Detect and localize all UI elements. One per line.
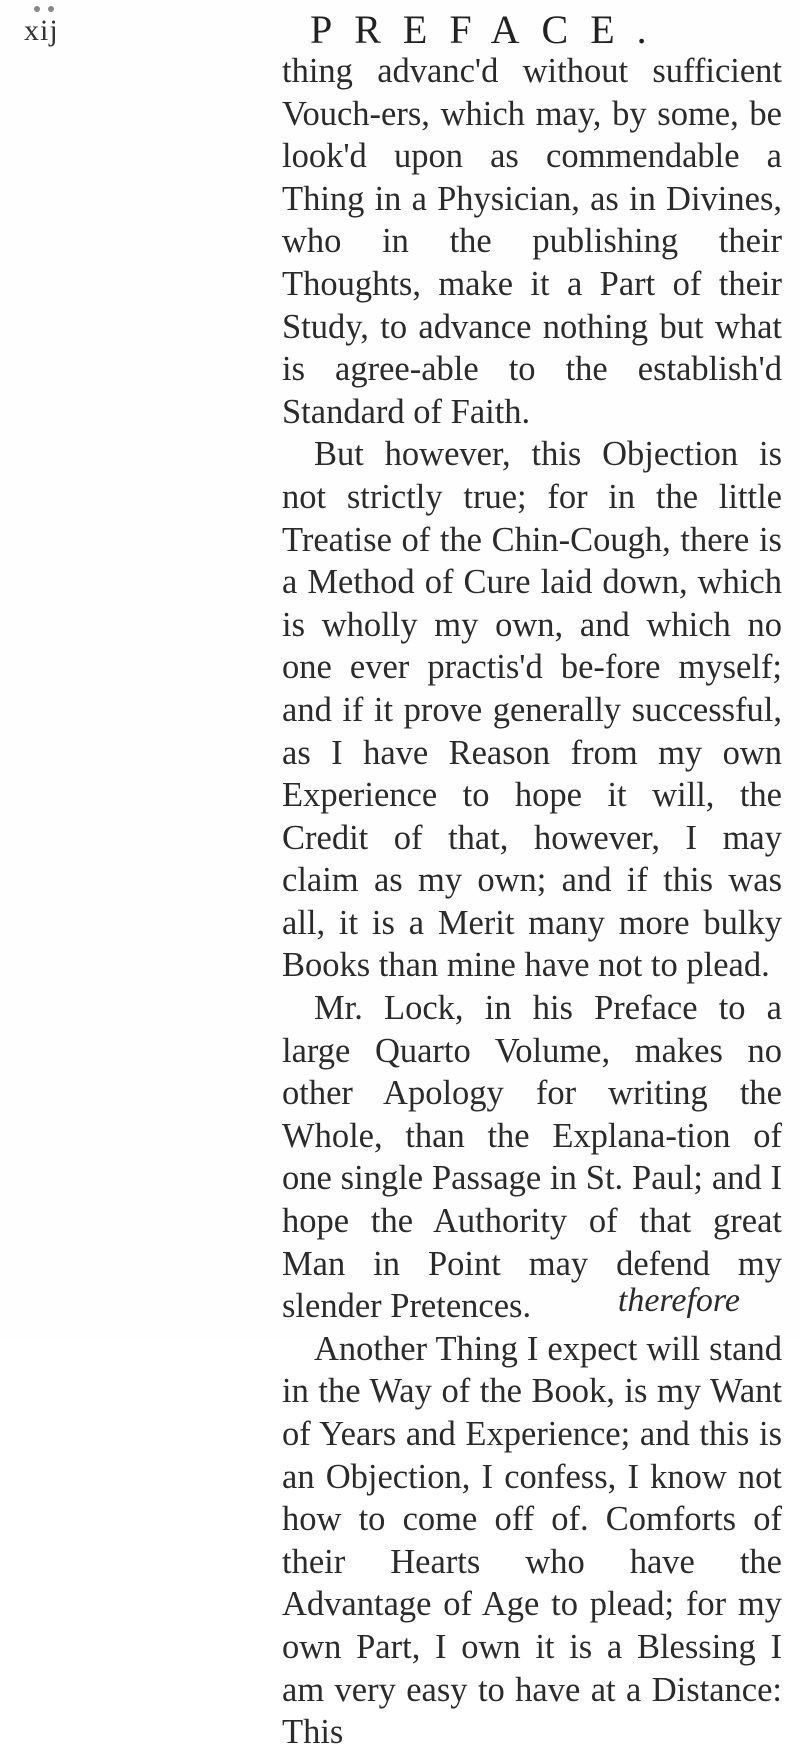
paragraph: But however, this Objection is not strictly true; for in the little Treatise of the Chin-Cough, there is a Method of Cure laid down, which is wholly my own, and which no one ever practis'd be-fore myself; and if it prove generally successful, as I have Reason from my own Experience to hope it will, the Credit of that, however, I may claim as my own; and if this was all, it is a Merit many more bulky Books than mine have not to plead. [282, 435, 782, 985]
print-dot [34, 6, 40, 12]
running-head: PREFACE. [310, 7, 669, 52]
page-number: xij [24, 14, 59, 47]
body-text [282, 50, 782, 1754]
catchword: therefore [617, 1282, 740, 1319]
paragraph: Mr. Lock, in his Preface to a large Quarto Volume, makes no other Apology for writing the Whole, than the Explana-tion of one single Passage in St. Paul; and I hope the Authority of that great Man in Point may defend my slender Pretences. [282, 989, 782, 1326]
paragraph: Another Thing I expect will stand in the Way of the Book, is my Want of Years and Experience; and this is an Objection, I confess, I know not how to come off of. Comforts of their Hearts who have the Advantage of Age to plead; for my own Part, I own it is a Blessing I am very easy to have at a Distance: This [282, 1329, 782, 1752]
paragraph: thing advanc'd without sufficient Vouch-ers, which may, by some, be look'd upon as commendable a Thing in a Physician, as in Divines, who in the publishing their Thoughts, make it a Part of their Study, to advance nothing but what is agree-able to the establish'd Standard of Faith. [282, 52, 782, 431]
print-dot [48, 6, 54, 12]
